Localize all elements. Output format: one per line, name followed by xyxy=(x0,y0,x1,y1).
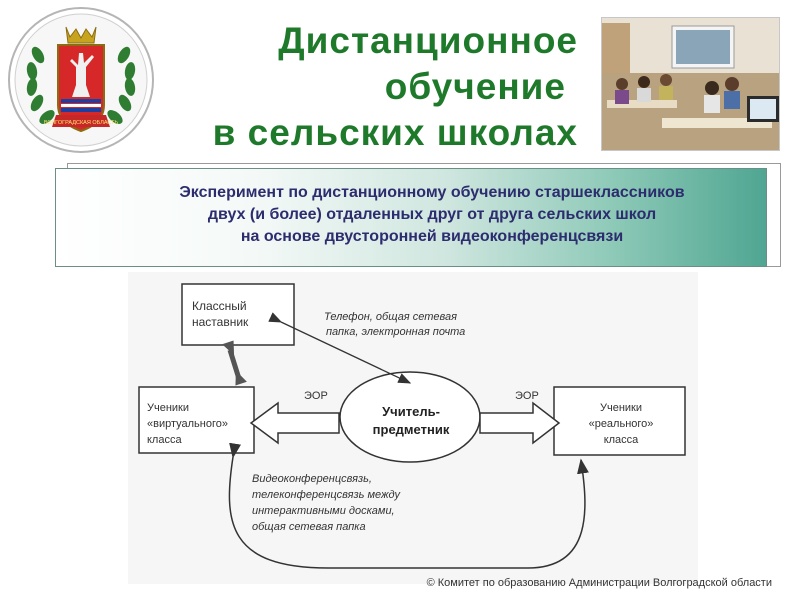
volgograd-emblem xyxy=(6,5,156,155)
teacher-line-2: предметник xyxy=(372,422,450,437)
virtual-class-line-2: «виртуального» xyxy=(147,418,228,430)
eor-left-label: ЭОР xyxy=(304,390,328,402)
banner-line-3: на основе двусторонней видеоконференцсвязи xyxy=(240,228,624,245)
teacher-line-1: Учитель- xyxy=(382,404,440,419)
title-line-3: в сельских школах xyxy=(212,112,578,153)
banner-line-1: Эксперимент по дистанционному обучению старшеклассников xyxy=(179,184,685,201)
vc-label-line-1: Видеоконференцсвязь, xyxy=(252,473,372,485)
experiment-banner xyxy=(55,168,767,267)
banner-text xyxy=(112,182,752,248)
distance-learning-diagram xyxy=(128,272,698,584)
vc-label-line-3: интерактивными досками, xyxy=(252,505,395,517)
real-class-line-3: класса xyxy=(603,434,639,446)
real-class-line-2: «реального» xyxy=(588,418,654,430)
comm-label-line-2: папка, электронная почта xyxy=(326,326,466,338)
comm-label-line-1: Телефон, общая сетевая xyxy=(324,311,458,323)
banner-line-2: двух (и более) отдаленных друг от друга сельских школ xyxy=(207,206,657,223)
svg-text:ВОЛГОГРАДСКАЯ ОБЛАСТЬ: ВОЛГОГРАДСКАЯ ОБЛАСТЬ xyxy=(43,120,119,126)
eor-right-label: ЭОР xyxy=(515,390,539,402)
classroom-photo xyxy=(601,17,780,151)
virtual-class-line-1: Ученики xyxy=(147,402,190,414)
vc-label-line-2: телеконференцсвязь между xyxy=(252,489,401,501)
class-tutor-line-1: Классный xyxy=(192,299,247,313)
title-line-2: обучение xyxy=(384,66,566,107)
vc-label-line-4: общая сетевая папка xyxy=(252,521,366,533)
class-tutor-line-2: наставник xyxy=(192,315,249,329)
virtual-class-line-3: класса xyxy=(147,434,182,446)
copyright-text: © Комитет по образованию Администрации Волгоградской области xyxy=(426,577,772,589)
real-class-line-1: Ученики xyxy=(599,402,643,414)
title-line-1: Дистанционное xyxy=(278,20,578,61)
page-title xyxy=(158,18,578,156)
